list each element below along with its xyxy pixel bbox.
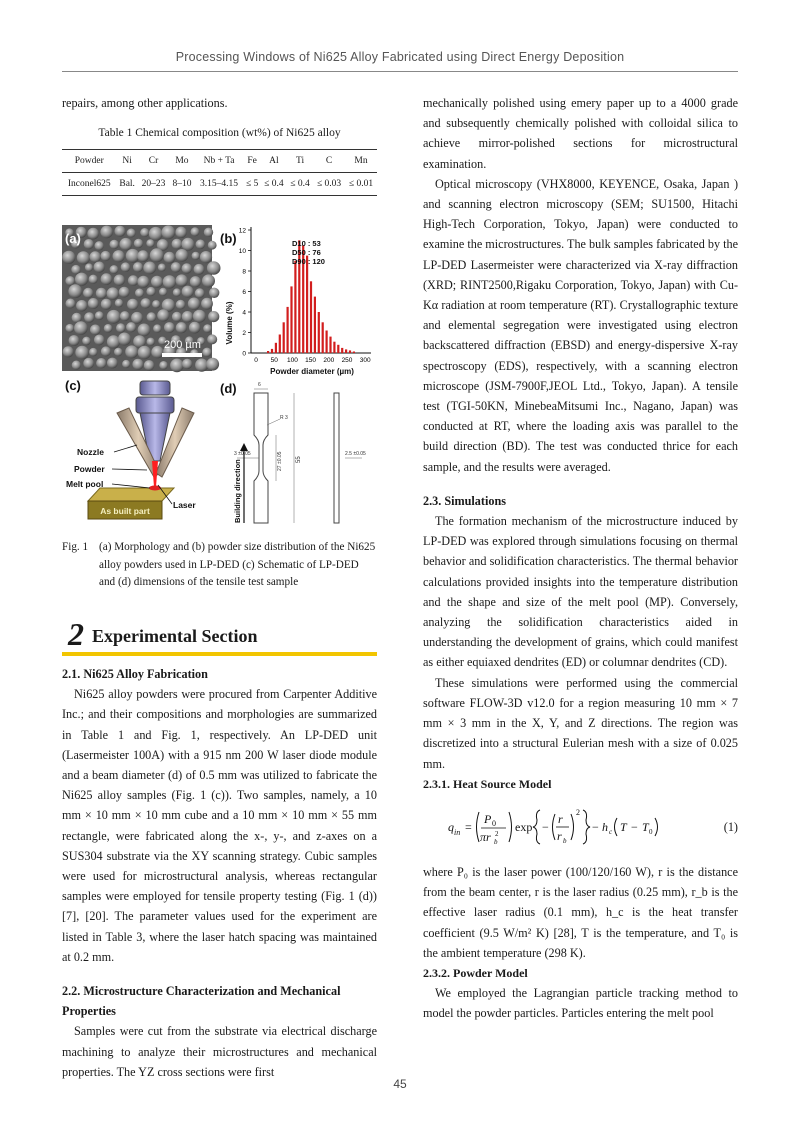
histogram-bar	[318, 312, 320, 353]
powder-particle	[107, 336, 120, 349]
powder-particle	[159, 288, 167, 296]
powder-particle	[75, 273, 88, 286]
melt-pool-label: Melt pool	[66, 479, 104, 490]
histogram-bar	[329, 337, 331, 353]
powder-particle	[104, 324, 113, 333]
powder-particle	[121, 263, 131, 273]
subsection-2-3-title: 2.3. Simulations	[423, 493, 506, 508]
powder-particle	[176, 249, 189, 262]
paragraph-polishing: mechanically polished using emery paper up to a 4000 grade and subsequently chemically polished with colloidal silica to achieve mirror-polished sections for microstructural examination.	[423, 96, 738, 171]
section-underline	[62, 652, 377, 656]
panel-c-label: (c)	[65, 378, 81, 394]
powder-particle	[162, 226, 176, 240]
powder-particle	[120, 312, 130, 322]
table-cell: Bal.	[119, 179, 135, 190]
paragraph-powder-model: We employed the Lagrangian particle tracking method to model the powder particles. Particles entering the melt pool	[423, 986, 738, 1021]
table-header-row	[62, 150, 377, 173]
powder-particle	[151, 276, 163, 288]
panel-d-specimen-drawing	[220, 381, 366, 523]
powder-particle	[83, 358, 94, 369]
svg-text:h: h	[602, 819, 608, 834]
powder-particle	[101, 347, 111, 357]
powder-particle	[107, 288, 119, 300]
powder-particle	[203, 325, 212, 334]
panel-b-histogram	[220, 227, 371, 376]
powder-particle	[65, 277, 75, 287]
powder-particle	[72, 361, 81, 370]
powder-particle	[157, 310, 169, 322]
powder-particle	[172, 312, 182, 322]
powder-particle	[164, 252, 176, 264]
powder-particle	[147, 313, 157, 323]
powder-particle	[208, 311, 219, 322]
dim-thickness: 2.5 ±0.05	[345, 451, 366, 458]
histogram-bar	[283, 323, 285, 354]
table-cell: 3.15–4.15	[200, 179, 239, 190]
svg-text:exp: exp	[515, 819, 533, 834]
equation-1	[423, 798, 738, 856]
powder-particle	[194, 264, 205, 275]
table-header-cell: Powder	[74, 156, 104, 167]
powder-particle	[66, 324, 75, 333]
powder-particle	[133, 263, 143, 273]
powder-particle	[94, 262, 105, 273]
table-header-cell: C	[325, 156, 333, 167]
panel-a-sem-image	[62, 225, 221, 372]
powder-particle	[90, 252, 101, 263]
figure-1-caption-text: (a) Morphology and (b) powder size distribution of the Ni625 alloy powders used in LP-DED (c) Schematic of LP-DED and (d) dimensions of the tensile test sample	[99, 541, 376, 589]
powder-particle	[141, 299, 151, 309]
powder-particle	[66, 299, 76, 309]
paragraph-simulation-intro: The formation mechanism of the microstructure induced by LP-DED was explored through simulations focusing on thermal behavior and solidification characteristics. The thermal behavior calculations provided insights into the temperature distribution and the shape and size of the melt pool (MP). Conversely, analyzing the solidification characteristics aided in understanding the development of grains, which could manifest as either equiaxed dendrites (ED) or columnar dendrites (CD).	[423, 514, 738, 670]
x-tick-label: 250	[341, 357, 353, 365]
powder-particle	[76, 300, 87, 311]
histogram-bar	[353, 352, 355, 354]
powder-particle	[95, 312, 104, 321]
powder-particle	[188, 298, 200, 310]
histogram-bar	[314, 297, 316, 353]
table-cell: ≤ 0.01	[348, 179, 374, 190]
svg-text:−: −	[592, 819, 599, 834]
intro-text: repairs, among other applications.	[62, 96, 228, 110]
header-rule	[62, 71, 738, 72]
building-direction-label: Building direction	[233, 459, 242, 524]
histogram-bar	[279, 335, 281, 353]
powder-particle	[127, 229, 136, 238]
powder-particle	[176, 275, 188, 287]
powder-particle	[95, 242, 104, 251]
svg-text:b: b	[494, 837, 498, 846]
powder-particle	[201, 298, 213, 310]
powder-particle	[175, 227, 186, 238]
powder-particle	[209, 288, 219, 298]
powder-particle	[132, 359, 143, 370]
powder-particle	[182, 311, 193, 322]
svg-text:−: −	[542, 819, 549, 834]
page-number: 45	[393, 1077, 407, 1091]
powder-particle	[75, 346, 89, 360]
powder-particle	[126, 323, 136, 333]
powder-particle	[88, 298, 99, 309]
right-column	[423, 93, 738, 1024]
powder-particle	[90, 325, 101, 336]
powder-particle	[68, 285, 82, 299]
running-title: Processing Windows of Ni625 Alloy Fabricated using Direct Energy Deposition	[175, 50, 625, 64]
powder-particle	[96, 358, 106, 368]
powder-particle	[110, 266, 119, 275]
table-header-cell: Fe	[247, 156, 257, 167]
powder-particle	[202, 348, 211, 357]
dim-total-length: 55	[296, 456, 302, 464]
powder-particle	[170, 359, 184, 373]
histogram-bar	[275, 343, 277, 353]
table-cell: 20–23	[141, 179, 166, 190]
powder-particle	[100, 226, 113, 239]
subsection-2-2-title: 2.2. Microstructure Characterization and Mechanical Properties	[62, 983, 341, 1019]
powder-particle	[149, 227, 163, 241]
powder-particle	[74, 322, 88, 336]
powder-particle	[83, 288, 93, 298]
subsection-2-1-text: Ni625 alloy powders were procured from Carpenter Additive Inc.; and their compositions and morphologies are summarized in Table 1 and Fig. 1, respectively. An LP-DED unit (Lasermeister 100A) with a 915 nm 200 W laser diode module and a beam diameter (d) of 0.5 mm was utilized to fabricate the Ni625 alloy samples (Fig. 1 (c)). Two samples, namely, a 10 mm × 10 mm × 10 mm cube and a 10 mm × 10 mm × 55 mm rectangle, were fabricated along the x-, y-, and z-axes on a SUS304 substrate via the XY scanning strategy. Cubic samples were used for microstructural analysis, whereas rectangular samples were employed for tensile property testing (Fig. 1 (d)) [7], [20]. The parameter values used for the experiment are listed in Table 3, where the laser hatch spacing was maintained at 0.2 mm.	[62, 687, 377, 964]
powder-label: Powder	[74, 464, 105, 475]
powder-particle	[195, 289, 205, 299]
powder-particle	[158, 264, 166, 272]
powder-particle	[107, 310, 121, 324]
powder-particle	[176, 300, 186, 310]
table-cell: ≤ 0.03	[316, 179, 342, 190]
powder-particle	[163, 276, 176, 289]
x-tick-label: 0	[254, 357, 258, 365]
powder-particle	[192, 252, 200, 260]
svg-text:2: 2	[576, 807, 580, 817]
powder-particle	[94, 335, 105, 346]
subsection-2-3-1-title: 2.3.1. Heat Source Model	[423, 776, 552, 791]
powder-particle	[164, 323, 175, 334]
powder-particle	[96, 288, 107, 299]
equation-1-formula	[423, 798, 683, 856]
svg-text:0: 0	[492, 818, 496, 828]
histogram-bar	[267, 351, 269, 353]
powder-particle	[89, 348, 97, 356]
powder-particle	[127, 299, 138, 310]
powder-particle	[182, 264, 192, 274]
figure-1	[62, 223, 377, 533]
histogram-bar	[337, 345, 339, 353]
powder-particle	[191, 228, 200, 237]
panel-b-label: (b)	[220, 231, 237, 247]
svg-text:2: 2	[495, 829, 499, 838]
powder-particle	[101, 274, 113, 286]
powder-particle	[182, 286, 194, 298]
powder-particle	[84, 239, 94, 249]
powder-particle	[116, 324, 125, 333]
powder-particle	[171, 263, 181, 273]
histogram-bar	[290, 287, 292, 354]
powder-particle	[82, 337, 91, 346]
subsection-2-1-title: 2.1. Ni625 Alloy Fabrication	[62, 666, 208, 681]
powder-particle	[71, 265, 80, 274]
powder-particle	[144, 361, 155, 372]
histogram-bar	[306, 256, 308, 353]
histogram-bar	[287, 307, 289, 353]
powder-particle	[77, 252, 90, 265]
svg-text:r: r	[558, 811, 563, 826]
powder-particle	[182, 238, 195, 251]
svg-text:−: −	[631, 819, 638, 834]
powder-particle	[119, 287, 130, 298]
powder-particle	[118, 333, 131, 346]
powder-particle	[101, 299, 112, 310]
table-row	[62, 173, 377, 196]
table-cell: ≤ 5	[245, 179, 259, 190]
powder-particle	[146, 240, 154, 248]
powder-particle	[122, 360, 130, 368]
x-tick-label: 300	[359, 357, 371, 365]
svg-text:πr: πr	[480, 829, 491, 844]
table-header-cell: Mo	[175, 156, 189, 167]
powder-particle	[196, 240, 206, 250]
table-cell: ≤ 0.4	[290, 179, 310, 190]
histogram-bar	[310, 282, 312, 354]
powder-particle	[146, 287, 155, 296]
powder-particle	[135, 289, 144, 298]
paragraph-simulation-setup: These simulations were performed using the commercial software FLOW-3D v12.0 for a region measuring 10 mm × 7 mm × 3 mm in the X, Y, and Z directions. The region was discretized into a structural Eulerian mesh with a size of 0.025 mm.	[423, 675, 738, 771]
x-tick-label: 50	[270, 357, 278, 365]
powder-particle	[193, 310, 206, 323]
powder-particle	[115, 226, 126, 237]
histogram-bar	[341, 348, 343, 353]
table-cell: Inconel625	[67, 179, 111, 190]
table1-caption: Table 1 Chemical composition (wt%) of Ni625 alloy	[98, 127, 341, 140]
table-header-cell: Cr	[148, 156, 159, 167]
powder-particle	[200, 251, 212, 263]
figure-1-caption-number: Fig. 1	[62, 541, 89, 554]
svg-text:c: c	[609, 827, 613, 836]
figure-1-caption	[62, 539, 377, 592]
powder-particle	[131, 312, 143, 324]
powder-particle	[110, 240, 119, 249]
powder-particle	[138, 346, 151, 359]
svg-text:T: T	[620, 819, 627, 834]
x-tick-label: 200	[323, 357, 335, 365]
powder-particle	[173, 289, 181, 297]
panel-d-label: (d)	[220, 381, 237, 397]
d50-value: D50 : 76	[292, 248, 321, 258]
powder-particle	[85, 264, 93, 272]
svg-text:T: T	[642, 819, 649, 834]
y-tick-label: 10	[238, 248, 246, 256]
y-tick-label: 2	[242, 330, 246, 338]
histogram-bar	[345, 350, 347, 354]
histogram-bar	[294, 261, 296, 353]
powder-particle	[115, 299, 123, 307]
powder-particle	[134, 239, 143, 248]
histogram-ylabel: Volume (%)	[225, 301, 234, 345]
powder-particle	[151, 346, 163, 358]
equation-number: (1)	[723, 819, 738, 834]
powder-particle	[114, 275, 125, 286]
histogram-bar	[349, 351, 351, 354]
powder-particle	[69, 336, 80, 347]
y-tick-label: 6	[242, 289, 246, 297]
powder-particle	[195, 359, 208, 372]
powder-particle	[176, 323, 187, 334]
powder-particle	[138, 324, 151, 337]
y-tick-label: 12	[238, 227, 246, 235]
table-header-cell: Ti	[295, 156, 305, 167]
table-header-cell: Ni	[122, 156, 132, 167]
dim-radius: R 3	[280, 415, 288, 422]
scale-bar	[162, 353, 202, 357]
table-header-cell: Mn	[354, 156, 368, 167]
left-column	[62, 93, 377, 1082]
powder-particle	[140, 228, 149, 237]
svg-text:r: r	[557, 828, 562, 843]
powder-particle	[101, 251, 111, 261]
powder-particle	[137, 251, 149, 263]
section-number: 2	[68, 615, 84, 652]
powder-particle	[190, 277, 201, 288]
dim-width: 6	[258, 382, 261, 389]
y-tick-label: 4	[242, 309, 246, 317]
table-header-cell: Nb + Ta	[203, 156, 235, 167]
powder-particle	[202, 275, 215, 288]
as-built-part-label: As built part	[100, 506, 150, 517]
powder-particle	[189, 322, 201, 334]
powder-particle	[63, 347, 74, 358]
svg-text:P: P	[484, 811, 492, 826]
x-tick-label: 150	[305, 357, 317, 365]
powder-particle	[159, 361, 168, 370]
subsection-2-3-2-title: 2.3.2. Powder Model	[423, 965, 528, 980]
table-header-cell: Al	[269, 156, 279, 167]
histogram-xlabel: Powder diameter (µm)	[270, 367, 354, 377]
powder-particle	[208, 241, 217, 250]
d10-value: D10 : 53	[292, 239, 321, 249]
paragraph-characterization: Optical microscopy (VHX8000, KEYENCE, Osaka, Japan ) and scanning electron microscopy (SEM; SU1500, Hitachi High-Tech Corporation, Tokyo, Japan) were conducted to examine the microstructures. The bulk samples fabricated by the LP-DED Lasermeister were characterized via X-ray diffraction (XRD; RINT2500,Rigaku Corporation, Tokyo, Japan) with Cu-Kα radiation at room temperature (RT). Crystallographic texture and elemental segregation were investigated using electron backscattered diffraction (EBSD) and energy-dispersive X-ray spectroscopy (EDS), respectively, with a scanning electron microscope (JSM-7900F,JEOL Ltd., Tokyo, Japan). A tensile test (TGI-50KN, MinebeaMitsumi Inc., Nagano, Japan) was conducted at RT, where the loading axis was parallel to the build direction (BD). The test was conducted thrice for each sample, and the results were averaged.	[423, 176, 738, 474]
section-2-heading	[62, 612, 377, 650]
table-cell: ≤ 0.4	[264, 179, 284, 190]
panel-c-schematic	[62, 377, 212, 527]
y-tick-label: 8	[242, 268, 246, 276]
powder-particle	[84, 313, 94, 323]
dim-gauge-width: 3 ±0.05	[234, 451, 251, 458]
subsection-2-2-text: Samples were cut from the substrate via electrical discharge machining to analyze their microstructures and mechanical properties. The YZ cross sections were first	[62, 1024, 377, 1079]
powder-particle	[182, 359, 192, 369]
powder-particle	[120, 238, 133, 251]
figure-1-graphic	[62, 223, 377, 533]
powder-particle	[107, 358, 118, 369]
powder-particle	[114, 348, 123, 357]
powder-particle	[172, 239, 183, 250]
powder-particle	[147, 338, 155, 346]
powder-particle	[207, 262, 221, 276]
histogram-bar	[322, 323, 324, 354]
powder-particle	[207, 335, 217, 345]
powder-particle	[89, 275, 98, 284]
panel-a-label: (a)	[65, 231, 81, 247]
dim-gauge-length: 27 ±0.05	[277, 451, 283, 472]
nozzle-label: Nozzle	[77, 447, 104, 458]
table-cell: 8–10	[172, 179, 192, 190]
x-tick-label: 100	[286, 357, 298, 365]
powder-particle	[143, 262, 156, 275]
svg-text:0: 0	[649, 827, 653, 836]
section-title: Experimental Section	[92, 625, 258, 646]
powder-particle	[87, 228, 99, 240]
powder-particle	[206, 358, 219, 371]
histogram-bar	[271, 349, 273, 353]
powder-particle	[62, 251, 75, 264]
paragraph-equation-legend: where P₀ is the laser power (100/120/160 W), r is the distance from the beam center, r is the laser radius (0.25 mm), r_b is the effective laser radius (0.1 mm), h_c is the heat transfer coefficient (9.5 W/m² K) [28], T is the temperature, and T₀ is the ambient temperature (298 K).	[423, 864, 738, 960]
powder-particle	[204, 228, 213, 237]
powder-particle	[128, 276, 139, 287]
scale-bar-label: 200 µm	[164, 339, 201, 352]
histogram-bar	[333, 342, 335, 353]
powder-particle	[152, 301, 160, 309]
svg-text:=: =	[465, 819, 472, 834]
histogram-bar	[326, 331, 328, 354]
laser-label: Laser	[173, 500, 196, 511]
powder-particle	[113, 251, 125, 263]
chemical-composition-table	[62, 149, 377, 196]
svg-text:q: q	[448, 819, 454, 834]
svg-text:b: b	[563, 836, 567, 845]
y-tick-label: 0	[242, 350, 246, 358]
powder-particle	[153, 325, 161, 333]
powder-particle	[150, 249, 164, 263]
svg-text:in: in	[454, 827, 461, 837]
powder-particle	[125, 346, 138, 359]
d90-value: D90 : 120	[292, 257, 325, 267]
powder-particle	[137, 276, 149, 288]
